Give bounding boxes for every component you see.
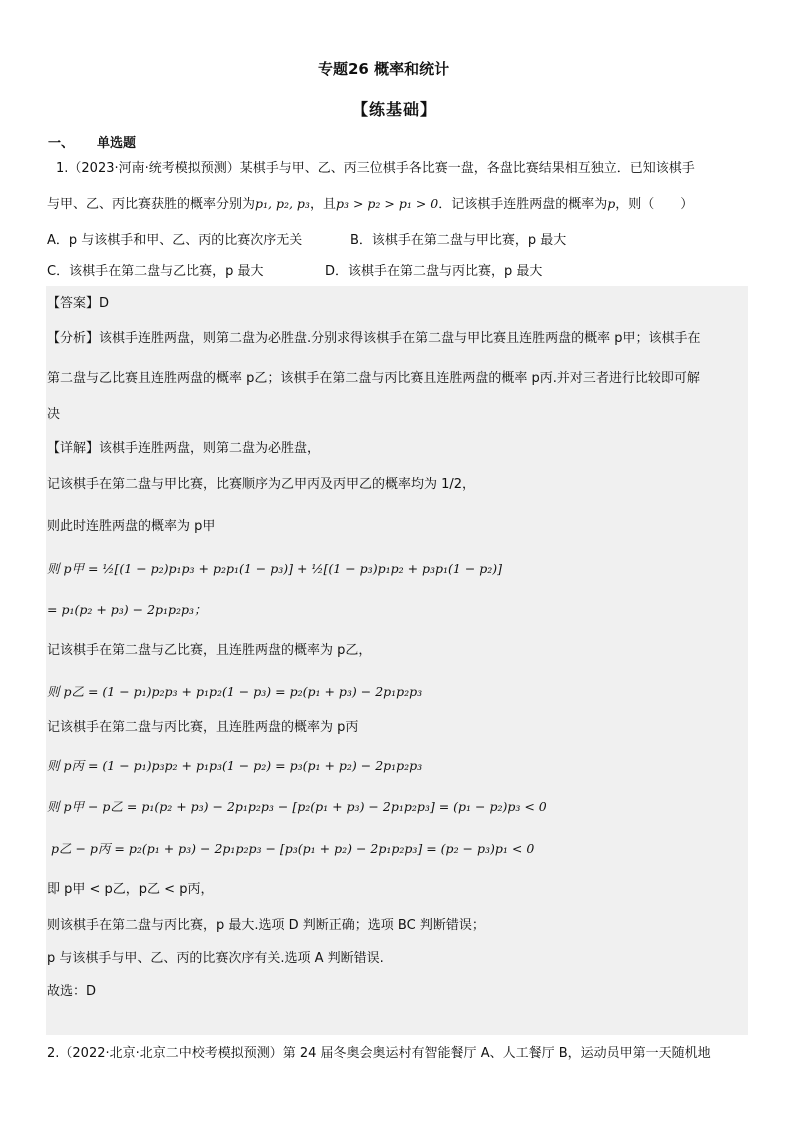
detail-line-4: 记该棋手在第二盘与乙比赛，且连胜两盘的概率为 p乙， bbox=[47, 643, 372, 658]
analysis-line-2: 第二盘与乙比赛且连胜两盘的概率 p乙；该棋手在第二盘与丙比赛且连胜两盘的概率 p丙.并对三者进行比较即可解 bbox=[47, 371, 700, 386]
option-c: C．该棋手在第二盘与乙比赛，p 最大 bbox=[47, 264, 264, 279]
section-number: 一、 bbox=[48, 136, 75, 151]
equation-compare-2: p乙 − p丙 = p₂(p₁ + p₃) − 2p₁p₂p₃ − [p₃(p₁ + p₂) − 2p₁p₂p₃] = (p₂ − p₃)p₁ < 0 bbox=[51, 841, 535, 856]
q1-prob-order: p₃ > p₂ > p₁ > 0 bbox=[335, 196, 439, 211]
equation-p-yi: 则 p乙 = (1 − p₁)p₂p₃ + p₁p₂(1 − p₃) = p₂(p₁ + p₃) − 2p₁p₂p₃ bbox=[47, 684, 423, 699]
q1-stem-text-b: ，且 bbox=[309, 197, 336, 212]
option-a: A．p 与该棋手和甲、乙、丙的比赛次序无关 bbox=[47, 233, 303, 248]
option-b: B．该棋手在第二盘与甲比赛，p 最大 bbox=[350, 233, 567, 248]
section-label: 单选题 bbox=[97, 136, 137, 151]
detail-line-7: 则该棋手在第二盘与丙比赛，p 最大.选项 D 判断正确；选项 BC 判断错误； bbox=[47, 918, 485, 933]
detail-line-3: 则此时连胜两盘的概率为 p甲 bbox=[47, 519, 216, 534]
detail-line-8: p 与该棋手与甲、乙、丙的比赛次序有关.选项 A 判断错误. bbox=[47, 951, 384, 966]
q1-stem-text-a: 与甲、乙、丙比赛获胜的概率分别为 bbox=[47, 197, 256, 212]
question-1-stem-line-1: 1.（2023·河南·统考模拟预测）某棋手与甲、乙、丙三位棋手各比赛一盘，各盘比赛结果相互独立．已知该棋手 bbox=[56, 161, 695, 176]
page-title: 专题26 概率和统计 bbox=[318, 60, 450, 78]
question-1-stem-line-2 bbox=[47, 195, 693, 214]
equation-compare-1: 则 p甲 − p乙 = p₁(p₂ + p₃) − 2p₁p₂p₃ − [p₂(p₁ + p₃) − 2p₁p₂p₃] = (p₁ − p₂)p₃ < 0 bbox=[47, 799, 547, 814]
analysis-line-1: 【分析】该棋手连胜两盘，则第二盘为必胜盘.分别求得该棋手在第二盘与甲比赛且连胜两盘的概率 p甲；该棋手在 bbox=[47, 331, 701, 346]
equation-p-bing: 则 p丙 = (1 − p₁)p₃p₂ + p₁p₃(1 − p₂) = p₃(p₁ + p₂) − 2p₁p₂p₃ bbox=[47, 758, 423, 773]
equation-p-jia: 则 p甲 = ½[(1 − p₂)p₁p₃ + p₂p₁(1 − p₃)] + ½[(1 − p₃)p₁p₂ + p₃p₁(1 − p₂)] bbox=[47, 561, 503, 576]
q1-prob-symbol: p bbox=[607, 196, 616, 211]
q1-stem-text-c: ．记该棋手连胜两盘的概率为 bbox=[438, 197, 608, 212]
q1-prob-list: p₁, p₂, p₃ bbox=[255, 196, 310, 211]
analysis-line-3: 决 bbox=[47, 407, 61, 422]
question-2-stem-line-1: 2.（2022·北京·北京二中校考模拟预测）第 24 届冬奥会奥运村有智能餐厅 A、人工餐厅 B，运动员甲第一天随机地 bbox=[47, 1046, 711, 1061]
detail-line-5: 记该棋手在第二盘与丙比赛，且连胜两盘的概率为 p丙 bbox=[47, 720, 359, 735]
detail-line-6: 即 p甲 < p乙，p乙 < p丙， bbox=[47, 882, 214, 897]
option-d: D．该棋手在第二盘与丙比赛，p 最大 bbox=[325, 264, 543, 279]
equation-p-jia-simplified: = p₁(p₂ + p₃) − 2p₁p₂p₃； bbox=[47, 602, 207, 617]
detail-line-2: 记该棋手在第二盘与甲比赛，比赛顺序为乙甲丙及丙甲乙的概率均为 1/2， bbox=[47, 477, 476, 492]
answer-line: 【答案】D bbox=[47, 296, 110, 311]
q1-stem-text-d: ，则（ ） bbox=[615, 197, 694, 212]
page-subtitle: 【练基础】 bbox=[352, 100, 438, 119]
final-answer: 故选：D bbox=[47, 984, 97, 999]
detail-line-1: 【详解】该棋手连胜两盘，则第二盘为必胜盘， bbox=[47, 441, 321, 456]
